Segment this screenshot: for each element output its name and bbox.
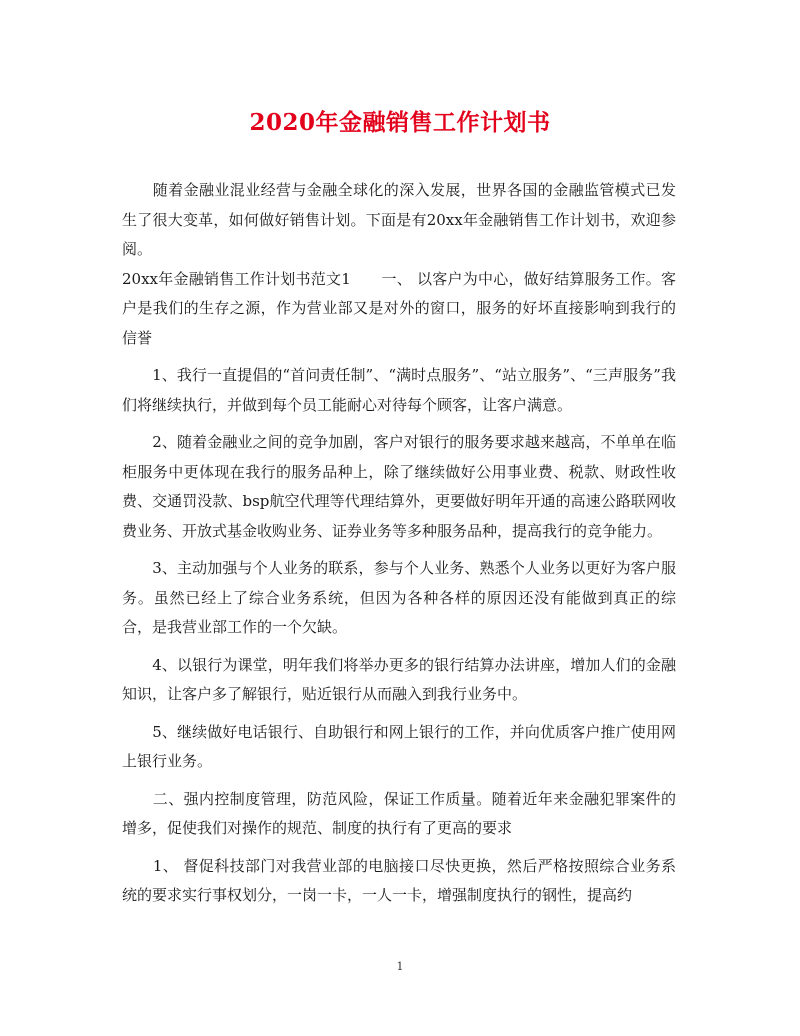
paragraph-item-3: 3、主动加强与个人业务的联系，参与个人业务、熟悉个人业务以更好为客户服务。虽然已经上了综合业务系统，但因为各种各样的原因还没有能做到真正的综合，是我营业部工作的一个欠缺。 [122, 559, 676, 636]
paragraph-item-1: 1、我行一直提倡的“首问责任制”、“满时点服务”、“站立服务”、“三声服务”我们将继续执行，并做到每个员工能耐心对待每个顾客，让客户满意。 [122, 366, 676, 414]
paragraph-intro: 随着金融业混业经营与金融全球化的深入发展，世界各国的金融监管模式已发生了很大变革，如何做好销售计划。下面是有20xx年金融销售工作计划书，欢迎参阅。 [122, 181, 676, 258]
paragraph-item-4: 4、以银行为课堂，明年我们将举办更多的银行结算办法讲座，增加人们的金融知识，让客户多了解银行，贴近银行从而融入到我行业务中。 [122, 655, 676, 703]
paragraph-item-5: 5、继续做好电话银行、自助银行和网上银行的工作，并向优质客户推广使用网上银行业务。 [122, 722, 676, 770]
document-body [122, 176, 676, 911]
paragraph-section-two: 二、强内控制度管理，防范风险，保证工作质量。随着近年来金融犯罪案件的增多，促使我们对操作的规范、制度的执行有了更高的要求 [122, 789, 676, 837]
page-number: 1 [396, 960, 404, 973]
document-title: 2020年金融销售工作计划书 [249, 109, 551, 136]
paragraph-section-one: 20xx年金融销售工作计划书范文1 一、 以客户为中心，做好结算服务工作。客户是我们的生存之源，作为营业部又是对外的窗口，服务的好坏直接影响到我行的信誉 [122, 269, 676, 347]
paragraph-item-2: 2、随着金融业之间的竞争加剧，客户对银行的服务要求越来越高，不单单在临柜服务中更体现在我行的服务品种上，除了继续做好公用事业费、税款、财政性收费、交通罚没款、bsp航空代理等代理结算外，更要做好明年开通的高速公路联网收费业务、开放式基金收购业务、证券业务等多种服务品种，提高我行的竞争能力。 [122, 433, 676, 540]
paragraph-section-two-item-1: 1、 督促科技部门对我营业部的电脑接口尽快更换，然后严格按照综合业务系统的要求实行事权划分，一岗一卡，一人一卡，增强制度执行的钢性，提高约 [122, 856, 676, 904]
